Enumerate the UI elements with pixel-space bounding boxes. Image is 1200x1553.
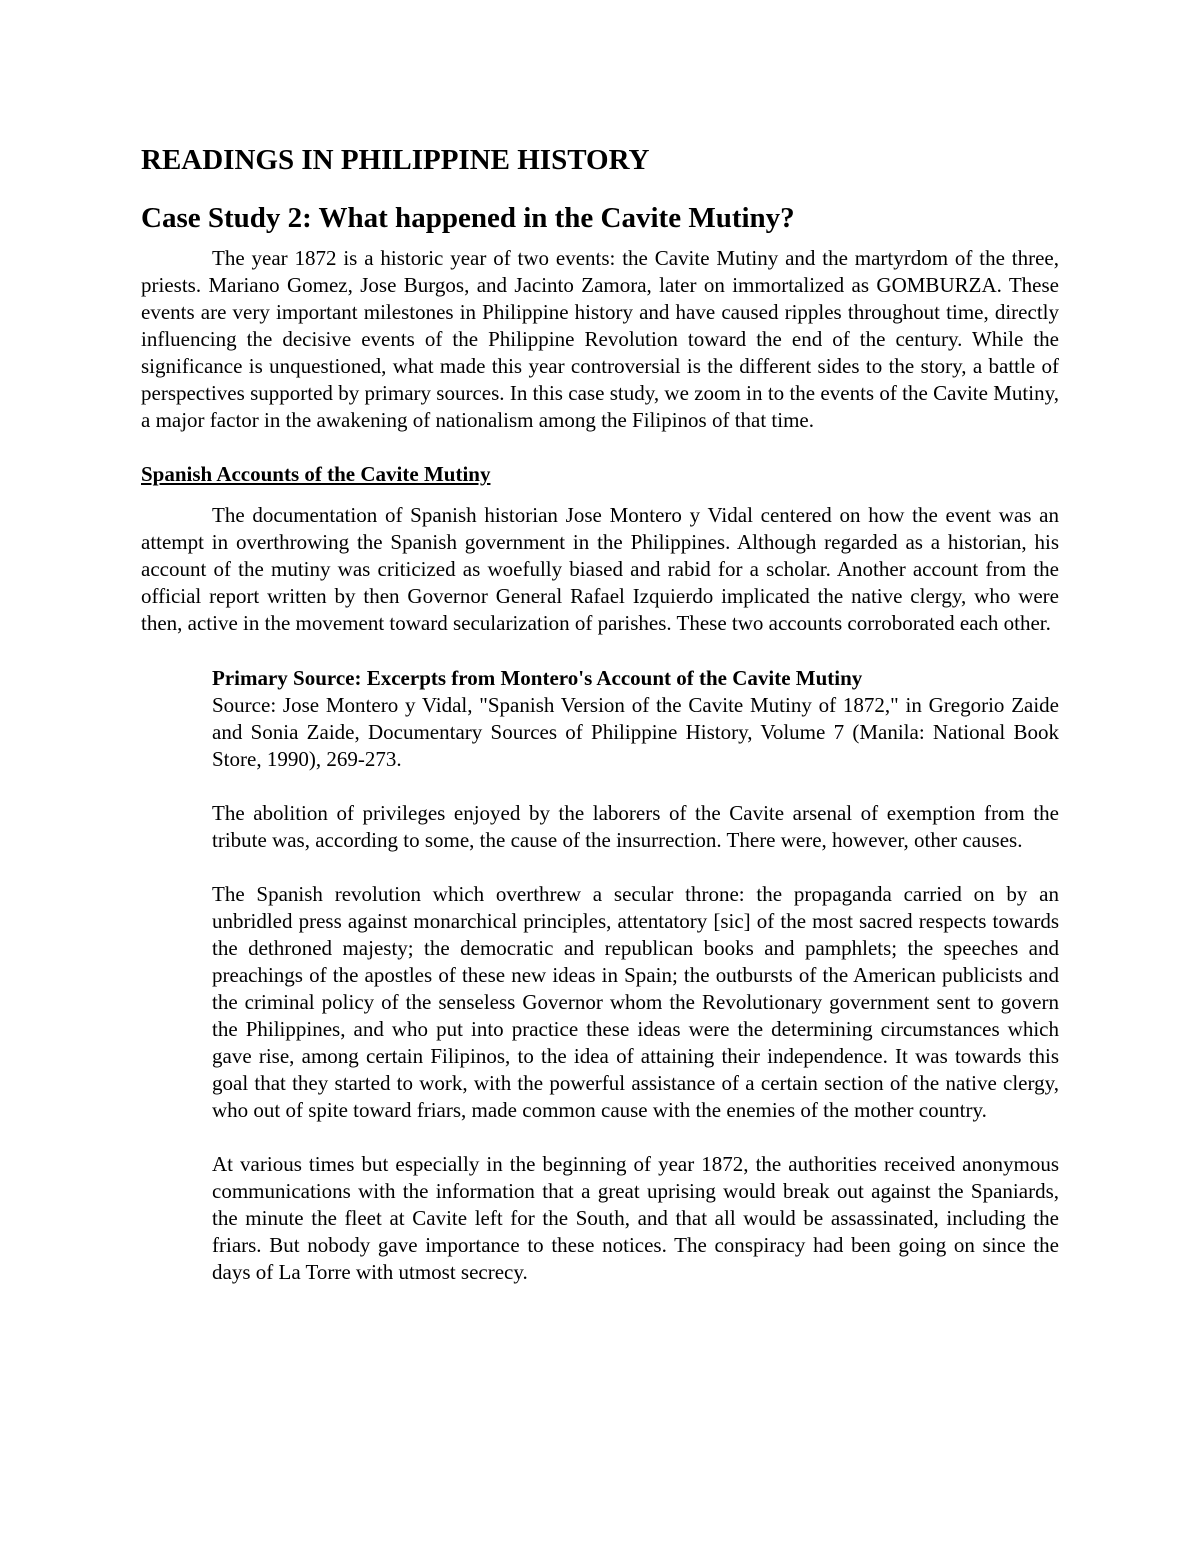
section-heading: Spanish Accounts of the Cavite Mutiny [141, 462, 491, 486]
primary-source-title: Primary Source: Excerpts from Montero's Account of the Cavite Mutiny [212, 666, 863, 690]
intro-paragraph: The year 1872 is a historic year of two events: the Cavite Mutiny and the martyrdom of the three, priests. Mariano Gomez, Jose Burgos, and Jacinto Zamora, later on immortalized as GOMBURZA. These events are very important milestones in Philippine history and have caused ripples throughout time, directly influencing the decisive events of the Philippine Revolution toward the end of the century. While the significance is unquestioned, what made this year controversial is the different sides to the story, a battle of perspectives supported by primary sources. In this case study, we zoom in to the events of the Cavite Mutiny, a major factor in the awakening of nationalism among the Filipinos of that time. [141, 246, 1059, 432]
primary-source-citation: Source: Jose Montero y Vidal, "Spanish Version of the Cavite Mutiny of 1872," in Gregorio Zaide and Sonia Zaide, Documentary Sources of Philippine History, Volume 7 (Manila: National Book Store, 1990), 269-273. [212, 693, 1059, 771]
section-paragraph: The documentation of Spanish historian Jose Montero y Vidal centered on how the event was an attempt in overthrowing the Spanish government in the Philippines. Although regarded as a historian, his account of the mutiny was criticized as woefully biased and rabid for a scholar. Another account from the official report written by then Governor General Rafael Izquierdo implicated the native clergy, who were then, active in the movement toward secularization of parishes. These two accounts corroborated each other. [141, 503, 1059, 635]
excerpt-paragraph-1: The abolition of privileges enjoyed by the laborers of the Cavite arsenal of exemption from the tribute was, according to some, the cause of the insurrection. There were, however, other causes. [212, 801, 1059, 852]
document-page [141, 138, 1059, 1286]
excerpt-paragraph-2: The Spanish revolution which overthrew a secular throne: the propaganda carried on by an unbridled press against monarchical principles, attentatory [sic] of the most sacred respects towards the dethroned majesty; the democratic and republican books and pamphlets; the speeches and preachings of the apostles of these new ideas in Spain; the outbursts of the American publicists and the criminal policy of the senseless Governor whom the Revolutionary government sent to govern the Philippines, and who put into practice these ideas were the determining circumstances which gave rise, among certain Filipinos, to the idea of attaining their independence. It was towards this goal that they started to work, with the powerful assistance of a certain section of the native clergy, who out of spite toward friars, made common cause with the enemies of the mother country. [212, 882, 1059, 1122]
primary-source-block [212, 665, 1059, 1286]
excerpt-paragraph-3: At various times but especially in the beginning of year 1872, the authorities received anonymous communications with the information that a great uprising would break out against the Spaniards, the minute the fleet at Cavite left for the South, and that all would be assassinated, including the friars. But nobody gave importance to these notices. The conspiracy had been going on since the days of La Torre with utmost secrecy. [212, 1152, 1059, 1284]
document-title: READINGS IN PHILIPPINE HISTORY [141, 144, 650, 176]
case-study-title: Case Study 2: What happened in the Cavite Mutiny? [141, 202, 795, 234]
